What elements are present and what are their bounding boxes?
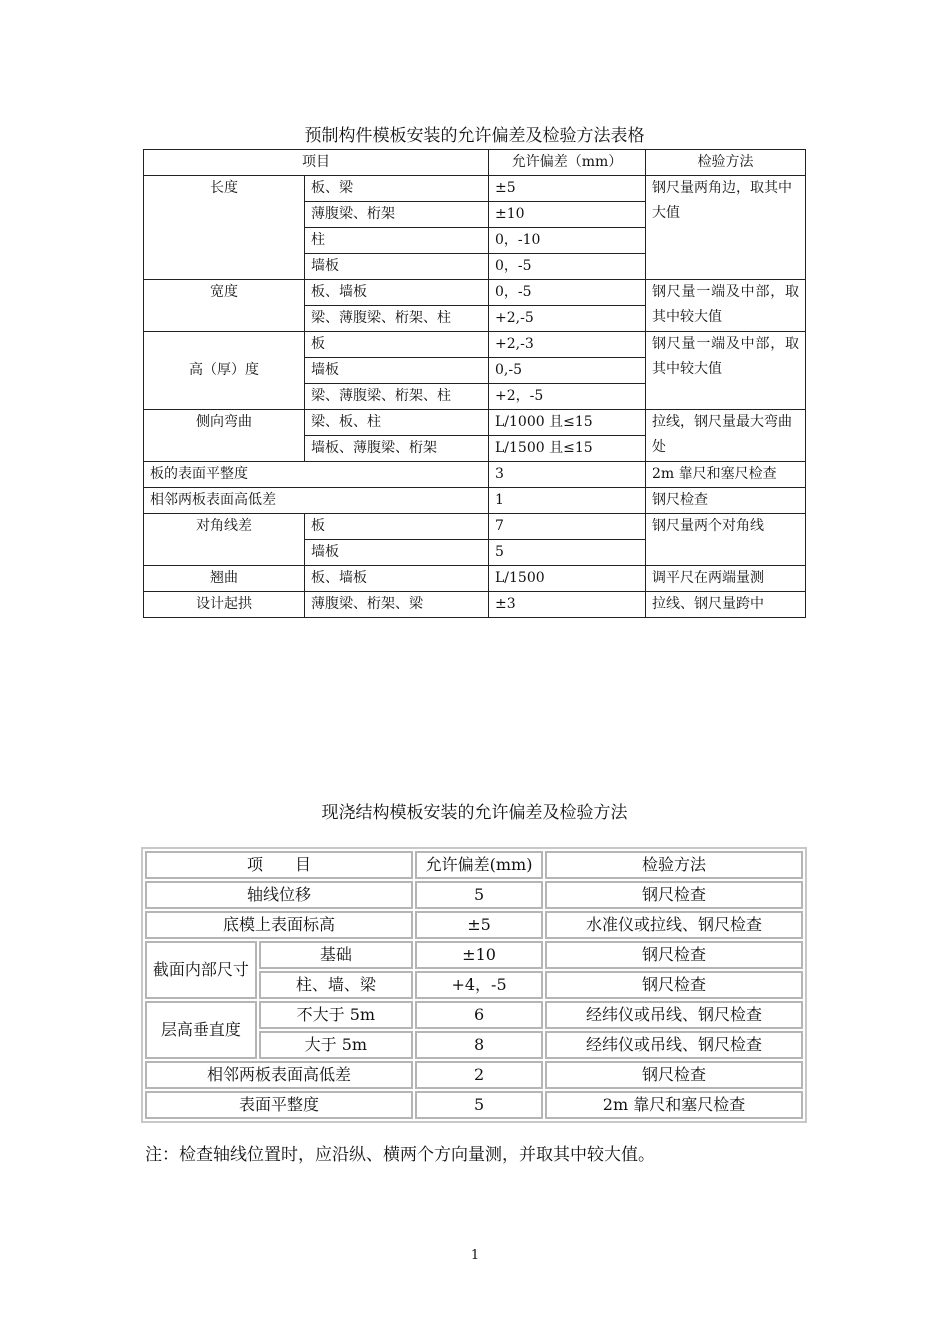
table-row <box>144 592 806 618</box>
group-cell: 高（厚）度 <box>144 332 305 410</box>
tolerance-cell: 0，-10 <box>489 228 646 254</box>
tolerance-cell: 0，-5 <box>489 280 646 306</box>
method-cell: 钢尺量一端及中部，取其中较大值 <box>646 332 806 410</box>
cast-in-place-tolerance-table <box>141 847 807 1123</box>
method-cell: 钢尺检查 <box>646 488 806 514</box>
item-cell: 相邻两板表面高低差 <box>145 1061 413 1089</box>
table-row <box>145 911 803 939</box>
item-cell: 柱、墙、梁 <box>259 971 413 999</box>
item-cell: 大于 5m <box>259 1031 413 1059</box>
group-cell: 设计起拱 <box>144 592 305 618</box>
table-row <box>144 280 806 306</box>
tolerance-cell: 0,-5 <box>489 358 646 384</box>
method-cell: 拉线、钢尺量跨中 <box>646 592 806 618</box>
header-item: 项 目 <box>145 851 413 879</box>
method-cell: 调平尺在两端量测 <box>646 566 806 592</box>
group-cell: 截面内部尺寸 <box>145 941 257 999</box>
group-cell: 宽度 <box>144 280 305 332</box>
method-cell: 经纬仪或吊线、钢尺检查 <box>545 1001 803 1029</box>
tolerance-cell: 8 <box>415 1031 543 1059</box>
tolerance-cell: 5 <box>415 1091 543 1119</box>
tolerance-cell: +2，-5 <box>489 384 646 410</box>
item-cell: 梁、薄腹梁、桁架、柱 <box>305 306 489 332</box>
tolerance-cell: ±10 <box>489 202 646 228</box>
tolerance-cell: 1 <box>489 488 646 514</box>
method-cell: 2m 靠尺和塞尺检查 <box>646 462 806 488</box>
tolerance-cell: L/1500 且≤15 <box>489 436 646 462</box>
item-cell: 板、墙板 <box>305 280 489 306</box>
method-cell: 经纬仪或吊线、钢尺检查 <box>545 1031 803 1059</box>
item-cell: 墙板 <box>305 358 489 384</box>
table-row <box>145 1001 803 1029</box>
group-cell: 层高垂直度 <box>145 1001 257 1059</box>
table-row <box>145 941 803 969</box>
tolerance-cell: 7 <box>489 514 646 540</box>
footnote: 注：检查轴线位置时，应沿纵、横两个方向量测，并取其中较大值。 <box>145 1145 655 1165</box>
header-tolerance: 允许偏差（mm） <box>489 150 646 176</box>
group-cell: 翘曲 <box>144 566 305 592</box>
table-header-row <box>145 851 803 879</box>
header-tolerance: 允许偏差(mm) <box>415 851 543 879</box>
item-cell: 薄腹梁、桁架、梁 <box>305 592 489 618</box>
table-row <box>145 1091 803 1119</box>
item-cell: 板 <box>305 514 489 540</box>
method-cell: 钢尺量两个对角线 <box>646 514 806 566</box>
item-cell: 相邻两板表面高低差 <box>144 488 489 514</box>
method-cell: 钢尺检查 <box>545 881 803 909</box>
group-cell: 侧向弯曲 <box>144 410 305 462</box>
header-method: 检验方法 <box>545 851 803 879</box>
item-cell: 板、梁 <box>305 176 489 202</box>
method-cell: 钢尺量两角边，取其中大值 <box>646 176 806 280</box>
table-row <box>144 176 806 202</box>
tolerance-cell: 5 <box>489 540 646 566</box>
item-cell: 板 <box>305 332 489 358</box>
method-cell: 钢尺检查 <box>545 941 803 969</box>
tolerance-cell: 3 <box>489 462 646 488</box>
item-cell: 柱 <box>305 228 489 254</box>
tolerance-cell: L/1500 <box>489 566 646 592</box>
table-row <box>144 488 806 514</box>
method-cell: 2m 靠尺和塞尺检查 <box>545 1091 803 1119</box>
table-row <box>144 566 806 592</box>
table-row <box>144 514 806 540</box>
group-cell: 长度 <box>144 176 305 280</box>
table2-title: 现浇结构模板安装的允许偏差及检验方法 <box>321 803 628 823</box>
method-cell: 钢尺量一端及中部，取其中较大值 <box>646 280 806 332</box>
tolerance-cell: 6 <box>415 1001 543 1029</box>
table-row <box>144 410 806 436</box>
table-row <box>144 462 806 488</box>
precast-tolerance-table <box>143 149 806 618</box>
tolerance-cell: ±10 <box>415 941 543 969</box>
item-cell: 不大于 5m <box>259 1001 413 1029</box>
item-cell: 板的表面平整度 <box>144 462 489 488</box>
table-row <box>145 1061 803 1089</box>
table-row <box>145 881 803 909</box>
item-cell: 板、墙板 <box>305 566 489 592</box>
item-cell: 墙板 <box>305 540 489 566</box>
table-header-row <box>144 150 806 176</box>
method-cell: 钢尺检查 <box>545 971 803 999</box>
method-cell: 水准仪或拉线、钢尺检查 <box>545 911 803 939</box>
tolerance-cell: 0，-5 <box>489 254 646 280</box>
item-cell: 基础 <box>259 941 413 969</box>
table1-title: 预制构件模板安装的允许偏差及检验方法表格 <box>304 126 645 146</box>
item-cell: 梁、薄腹梁、桁架、柱 <box>305 384 489 410</box>
page-number: 1 <box>470 1248 480 1263</box>
item-cell: 墙板、薄腹梁、桁架 <box>305 436 489 462</box>
method-cell: 拉线，钢尺量最大弯曲处 <box>646 410 806 462</box>
item-cell: 薄腹梁、桁架 <box>305 202 489 228</box>
tolerance-cell: ±5 <box>415 911 543 939</box>
tolerance-cell: +2,-5 <box>489 306 646 332</box>
header-item: 项目 <box>144 150 489 176</box>
tolerance-cell: ±3 <box>489 592 646 618</box>
tolerance-cell: ±5 <box>489 176 646 202</box>
header-method: 检验方法 <box>646 150 806 176</box>
item-cell: 墙板 <box>305 254 489 280</box>
table-row <box>144 332 806 358</box>
item-cell: 梁、板、柱 <box>305 410 489 436</box>
tolerance-cell: +4，-5 <box>415 971 543 999</box>
method-cell: 钢尺检查 <box>545 1061 803 1089</box>
tolerance-cell: 2 <box>415 1061 543 1089</box>
group-cell: 对角线差 <box>144 514 305 566</box>
item-cell: 轴线位移 <box>145 881 413 909</box>
tolerance-cell: +2,-3 <box>489 332 646 358</box>
item-cell: 表面平整度 <box>145 1091 413 1119</box>
tolerance-cell: L/1000 且≤15 <box>489 410 646 436</box>
item-cell: 底模上表面标高 <box>145 911 413 939</box>
tolerance-cell: 5 <box>415 881 543 909</box>
